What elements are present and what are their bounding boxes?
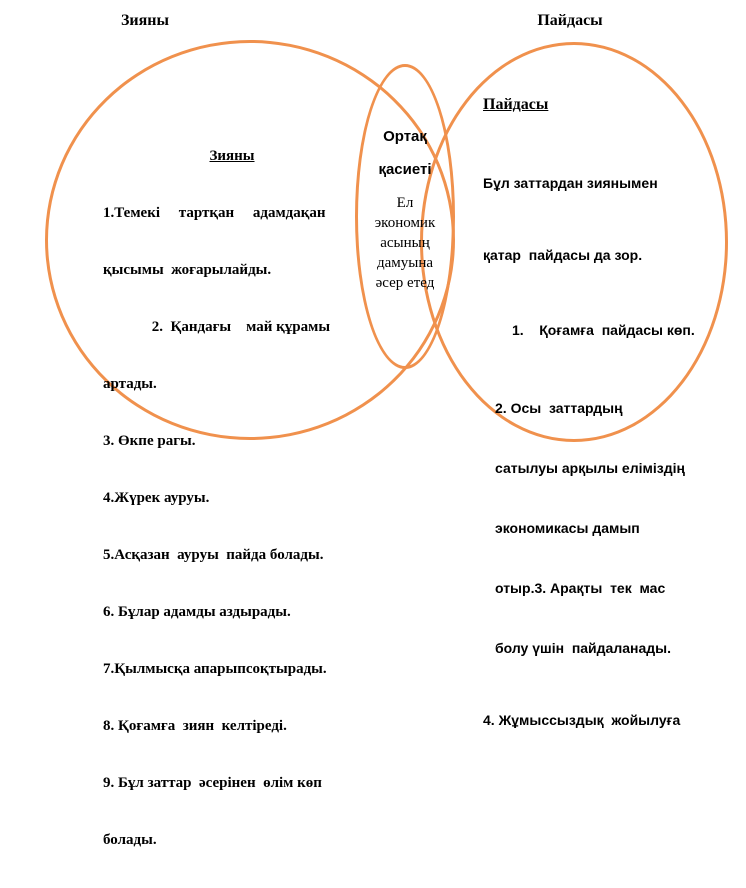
left-line-9: 7.Қылмысқа апарыпсоқтырады. — [103, 661, 327, 677]
right-line-3: 1. Қоғамға пайдасы көп. — [512, 322, 695, 338]
middle-body-line-1: Ел — [396, 195, 414, 211]
left-outer-title: Зияны — [120, 12, 170, 29]
middle-body-line-5: әсер етед — [375, 275, 435, 291]
right-line-2: қатар пайдасы да зор. — [483, 247, 643, 263]
left-line-2: қысымы жоғарылайды. — [103, 262, 272, 278]
left-line-12: болады. — [103, 832, 157, 848]
left-line-3: 2. Қандағы май құрамы — [103, 319, 331, 335]
middle-body-line-2: экономик — [374, 215, 436, 231]
middle-heading-line-1: Ортақ — [383, 128, 427, 145]
right-line-7: отыр.3. Арақты тек мас — [495, 580, 666, 596]
middle-body-line-4: дамуына — [376, 255, 434, 271]
left-line-4: артады. — [103, 376, 157, 392]
middle-ellipse-content — [352, 127, 458, 293]
right-line-5: сатылуы арқылы еліміздің — [495, 460, 685, 476]
middle-heading-line-2: қасиеті — [378, 161, 432, 178]
right-line-6: экономикасы дамып — [495, 520, 640, 536]
left-ellipse-content — [103, 109, 361, 888]
right-line-8: болу үшін пайдаланады. — [495, 640, 671, 656]
right-ellipse-content — [483, 133, 721, 770]
right-outer-title: Пайдасы — [537, 12, 603, 29]
right-line-4: 2. Осы заттардың — [495, 400, 623, 416]
right-heading: Пайдасы — [483, 96, 549, 113]
left-heading: Зияны — [209, 148, 255, 164]
left-line-11: 9. Бұл заттар әсерінен өлім көп — [103, 775, 322, 791]
left-line-7: 5.Асқазан ауруы пайда болады. — [103, 547, 324, 563]
right-line-1: Бұл заттардан зиянымен — [483, 175, 658, 191]
middle-body-line-3: асының — [380, 235, 430, 251]
left-line-6: 4.Жүрек ауруы. — [103, 490, 210, 506]
left-line-10: 8. Қоғамға зиян келтіреді. — [103, 718, 287, 734]
left-line-1: 1.Темекі тартқан адамдақан — [103, 205, 326, 221]
left-line-5: 3. Өкпе рагы. — [103, 433, 196, 449]
left-line-8: 6. Бұлар адамды аздырады. — [103, 604, 291, 620]
right-line-9: 4. Жұмыссыздық жойылуға — [483, 712, 681, 728]
